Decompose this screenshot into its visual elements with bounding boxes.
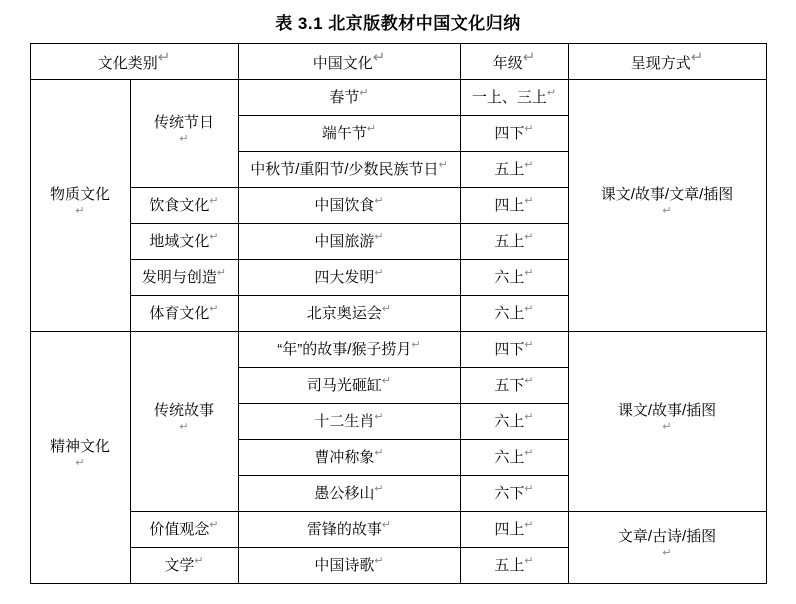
cell-subcategory: 体育文化↵	[130, 296, 238, 332]
cell-subcategory: 饮食文化↵	[130, 188, 238, 224]
pilcrow-mark: ↵	[209, 303, 219, 316]
pilcrow-mark: ↵	[524, 483, 534, 496]
pilcrow-mark: ↵	[374, 411, 384, 424]
cell-presentation-value: 文章/古诗/插图 ↵	[568, 512, 766, 584]
pilcrow-mark: ↵	[209, 519, 219, 532]
pilcrow-mark: ↵	[524, 123, 534, 136]
cell-content: 中秋节/重阳节/少数民族节日↵	[238, 152, 460, 188]
pilcrow-mark: ↵	[179, 132, 189, 145]
cell-grade: 五上↵	[460, 152, 568, 188]
pilcrow-mark: ↵	[374, 555, 384, 568]
table-row	[30, 332, 766, 368]
pilcrow-mark: ↵	[438, 159, 448, 172]
pilcrow-mark: ↵	[662, 420, 672, 433]
cell-grade: 五上↵	[460, 224, 568, 260]
cell-grade: 六上↵	[460, 404, 568, 440]
cell-content: 司马光砸缸↵	[238, 368, 460, 404]
cell-subcategory: 价值观念↵	[130, 512, 238, 548]
pilcrow-mark: ↵	[374, 483, 384, 496]
pilcrow-mark: ↵	[374, 267, 384, 280]
pilcrow-mark: ↵	[524, 303, 534, 316]
pilcrow-mark: ↵	[546, 87, 557, 100]
cell-grade: 六上↵	[460, 296, 568, 332]
cell-subcategory-festival: 传统节日 ↵	[130, 80, 238, 188]
cell-content: 雷锋的故事↵	[238, 512, 460, 548]
cell-content: 中国诗歌↵	[238, 548, 460, 584]
cell-presentation-spiritual: 课文/故事/插图 ↵	[568, 332, 766, 512]
pilcrow-mark: ↵	[524, 519, 534, 532]
pilcrow-mark: ↵	[524, 231, 534, 244]
cell-content: 十二生肖↵	[238, 404, 460, 440]
cell-subcategory: 发明与创造↵	[130, 260, 238, 296]
pilcrow-mark: ↵	[157, 49, 171, 67]
cell-grade: 四上↵	[460, 188, 568, 224]
cell-grade: 五下↵	[460, 368, 568, 404]
cell-grade: 六上↵	[460, 440, 568, 476]
header-cell-grade: 年级↵	[460, 44, 568, 80]
table-header-row	[30, 44, 766, 80]
pilcrow-mark: ↵	[372, 49, 386, 67]
cell-content: “年”的故事/猴子捞月↵	[238, 332, 460, 368]
pilcrow-mark: ↵	[381, 519, 392, 532]
pilcrow-mark: ↵	[662, 204, 672, 217]
cell-grade: 五上↵	[460, 548, 568, 584]
pilcrow-mark: ↵	[524, 159, 534, 172]
pilcrow-mark: ↵	[75, 456, 85, 469]
pilcrow-mark: ↵	[359, 87, 369, 100]
pilcrow-mark: ↵	[524, 195, 534, 208]
pilcrow-mark: ↵	[690, 49, 704, 67]
cell-category-spiritual: 精神文化 ↵	[30, 332, 130, 584]
pilcrow-mark: ↵	[524, 375, 534, 388]
cell-content: 四大发明↵	[238, 260, 460, 296]
cell-grade: 六上↵	[460, 260, 568, 296]
cell-content: 中国旅游↵	[238, 224, 460, 260]
pilcrow-mark: ↵	[75, 204, 85, 217]
pilcrow-mark: ↵	[524, 339, 534, 352]
header-cell-presentation: 呈现方式↵	[568, 44, 766, 80]
pilcrow-mark: ↵	[374, 195, 384, 208]
cell-subcategory-story: 传统故事 ↵	[130, 332, 238, 512]
pilcrow-mark: ↵	[216, 267, 227, 280]
table-row	[30, 80, 766, 116]
cell-grade: 一上、三上↵	[460, 80, 568, 116]
pilcrow-mark: ↵	[374, 231, 384, 244]
cell-content: 端午节↵	[238, 116, 460, 152]
table-row	[30, 512, 766, 548]
cell-subcategory: 文学↵	[130, 548, 238, 584]
pilcrow-mark: ↵	[374, 447, 384, 460]
pilcrow-mark: ↵	[381, 375, 392, 388]
cell-content: 北京奥运会↵	[238, 296, 460, 332]
cell-category-material: 物质文化 ↵	[30, 80, 130, 332]
culture-summary-table	[30, 43, 767, 584]
cell-content: 中国饮食↵	[238, 188, 460, 224]
cell-content: 愚公移山↵	[238, 476, 460, 512]
pilcrow-mark: ↵	[194, 555, 204, 568]
cell-content: 曹冲称象↵	[238, 440, 460, 476]
pilcrow-mark: ↵	[366, 123, 377, 136]
pilcrow-mark: ↵	[179, 420, 189, 433]
pilcrow-mark: ↵	[524, 555, 534, 568]
header-cell-content: 中国文化↵	[238, 44, 460, 80]
cell-presentation-material: 课文/故事/文章/插图 ↵	[568, 80, 766, 332]
pilcrow-mark: ↵	[524, 267, 534, 280]
pilcrow-mark: ↵	[381, 303, 392, 316]
pilcrow-mark: ↵	[209, 195, 219, 208]
table-caption: 表 3.1 北京版教材中国文化归纳	[275, 14, 521, 33]
pilcrow-mark: ↵	[209, 231, 219, 244]
pilcrow-mark: ↵	[662, 546, 672, 559]
pilcrow-mark: ↵	[411, 339, 421, 352]
cell-grade: 四下↵	[460, 116, 568, 152]
cell-grade: 六下↵	[460, 476, 568, 512]
cell-grade: 四下↵	[460, 332, 568, 368]
header-cell-category: 文化类别↵	[30, 44, 238, 80]
cell-grade: 四上↵	[460, 512, 568, 548]
cell-content: 春节↵	[238, 80, 460, 116]
pilcrow-mark: ↵	[522, 49, 536, 67]
pilcrow-mark: ↵	[524, 411, 534, 424]
pilcrow-mark: ↵	[524, 447, 534, 460]
cell-subcategory: 地域文化↵	[130, 224, 238, 260]
